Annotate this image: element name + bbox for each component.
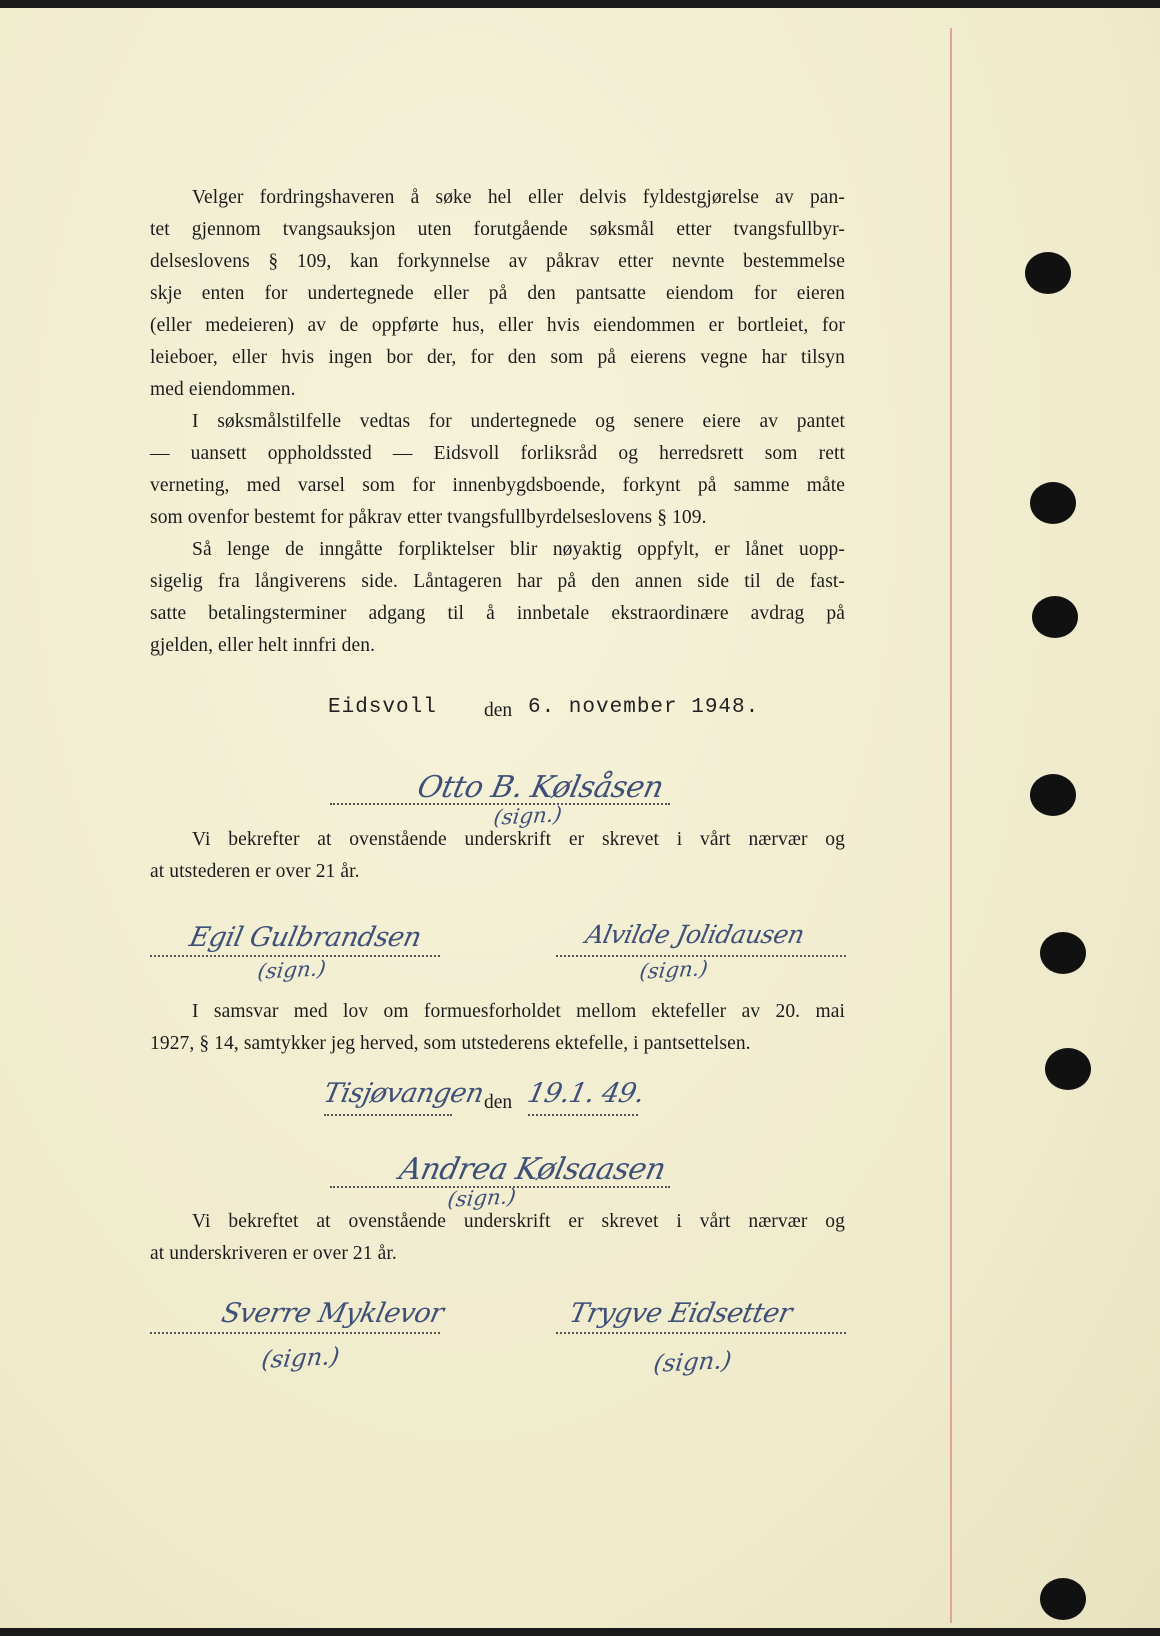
margin-rule bbox=[950, 28, 952, 1623]
text-line: — uansett oppholdssted — Eidsvoll forliksråd og herredsrett som rett bbox=[150, 443, 845, 464]
paragraph-repayment bbox=[150, 534, 845, 662]
signature-witness-1b: Alvilde Jolidausen bbox=[582, 920, 807, 949]
text-line: 1927, § 14, samtykker jeg herved, som utstederens ektefelle, i pantsettelsen. bbox=[150, 1033, 751, 1054]
text-line: Velger fordringshaveren å søke hel eller delvis fyldestgjørelse av pan- bbox=[192, 187, 845, 208]
date-1: 6. november 1948. bbox=[528, 696, 760, 719]
text-line: delseslovens § 109, kan forkynnelse av påkrav etter nevnte bestemmelse bbox=[150, 251, 845, 272]
punch-hole bbox=[1032, 596, 1078, 638]
punch-hole bbox=[1040, 932, 1086, 974]
text-line: at utstederen er over 21 år. bbox=[150, 861, 360, 882]
paragraph-witness-2 bbox=[150, 1206, 845, 1270]
text-line: (eller medeieren) av de oppførte hus, eller hvis eiendommen er bortleiet, for bbox=[150, 315, 845, 336]
signature-line bbox=[150, 955, 440, 957]
text-line: sigelig fra långiverens side. Låntageren har på den annen side til de fast- bbox=[150, 571, 845, 592]
signature-spouse: Andrea Kølsaasen bbox=[396, 1152, 669, 1187]
signature-witness-2a: Sverre Myklevor bbox=[218, 1298, 447, 1329]
text-line: med eiendommen. bbox=[150, 379, 296, 400]
text-line: at underskriveren er over 21 år. bbox=[150, 1243, 397, 1264]
place-line bbox=[324, 1114, 452, 1116]
signature-sign-mark: (sign.) bbox=[259, 1341, 342, 1375]
punch-hole bbox=[1030, 774, 1076, 816]
text-line: Så lenge de inngåtte forpliktelser blir nøyaktig oppfylt, er lånet uopp- bbox=[192, 539, 845, 560]
signature-issuer: Otto B. Kølsåsen bbox=[414, 770, 667, 805]
punch-hole bbox=[1025, 252, 1071, 294]
document-page bbox=[0, 8, 1160, 1628]
paragraph-witness-1 bbox=[150, 824, 845, 888]
paragraph-venue bbox=[150, 406, 845, 534]
signature-witness-1a: Egil Gulbrandsen bbox=[186, 922, 424, 953]
text-line: verneting, med varsel som for innenbygdsboende, forkynt på samme måte bbox=[150, 475, 845, 496]
text-line: I søksmålstilfelle vedtas for undertegnede og senere eiere av pantet bbox=[192, 411, 845, 432]
date-2: 19.1. 49. bbox=[524, 1078, 648, 1109]
den-label-2: den bbox=[484, 1092, 513, 1113]
place-2: Tisjøvangen bbox=[320, 1078, 487, 1109]
signature-sign-mark: (sign.) bbox=[651, 1345, 734, 1379]
place-1: Eidsvoll bbox=[328, 696, 437, 719]
text-line: satte betalingsterminer adgang til å innbetale ekstraordinære avdrag på bbox=[150, 603, 845, 624]
signature-sign-mark: (sign.) bbox=[256, 956, 328, 984]
signature-sign-mark: (sign.) bbox=[446, 1184, 518, 1212]
signature-line bbox=[150, 1332, 440, 1334]
text-line: skje enten for undertegnede eller på den pantsatte eiendom for eieren bbox=[150, 283, 845, 304]
text-line: som ovenfor bestemt for påkrav etter tvangsfullbyrdelseslovens § 109. bbox=[150, 507, 707, 528]
text-line: Vi bekreftet at ovenstående underskrift er skrevet i vårt nærvær og bbox=[192, 1211, 845, 1232]
signature-witness-2b: Trygve Eidsetter bbox=[566, 1298, 795, 1329]
text-line: gjelden, eller helt innfri den. bbox=[150, 635, 376, 656]
paragraph-enforcement bbox=[150, 182, 845, 406]
punch-hole bbox=[1030, 482, 1076, 524]
text-line: leieboer, eller hvis ingen bor der, for den som på eierens vegne har tilsyn bbox=[150, 347, 845, 368]
signature-sign-mark: (sign.) bbox=[638, 956, 710, 984]
text-line: I samsvar med lov om formuesforholdet mellom ektefeller av 20. mai bbox=[192, 1001, 845, 1022]
text-line: Vi bekrefter at ovenstående underskrift er skrevet i vårt nærvær og bbox=[192, 829, 845, 850]
date-line bbox=[528, 1114, 638, 1116]
den-label-1: den bbox=[484, 700, 513, 721]
punch-hole bbox=[1040, 1578, 1086, 1620]
paragraph-spouse-consent bbox=[150, 996, 845, 1060]
signature-line bbox=[556, 1332, 846, 1334]
text-line: tet gjennom tvangsauksjon uten forutgående søksmål etter tvangsfullbyr- bbox=[150, 219, 845, 240]
punch-hole bbox=[1045, 1048, 1091, 1090]
signature-sign-mark: (sign.) bbox=[492, 802, 564, 830]
